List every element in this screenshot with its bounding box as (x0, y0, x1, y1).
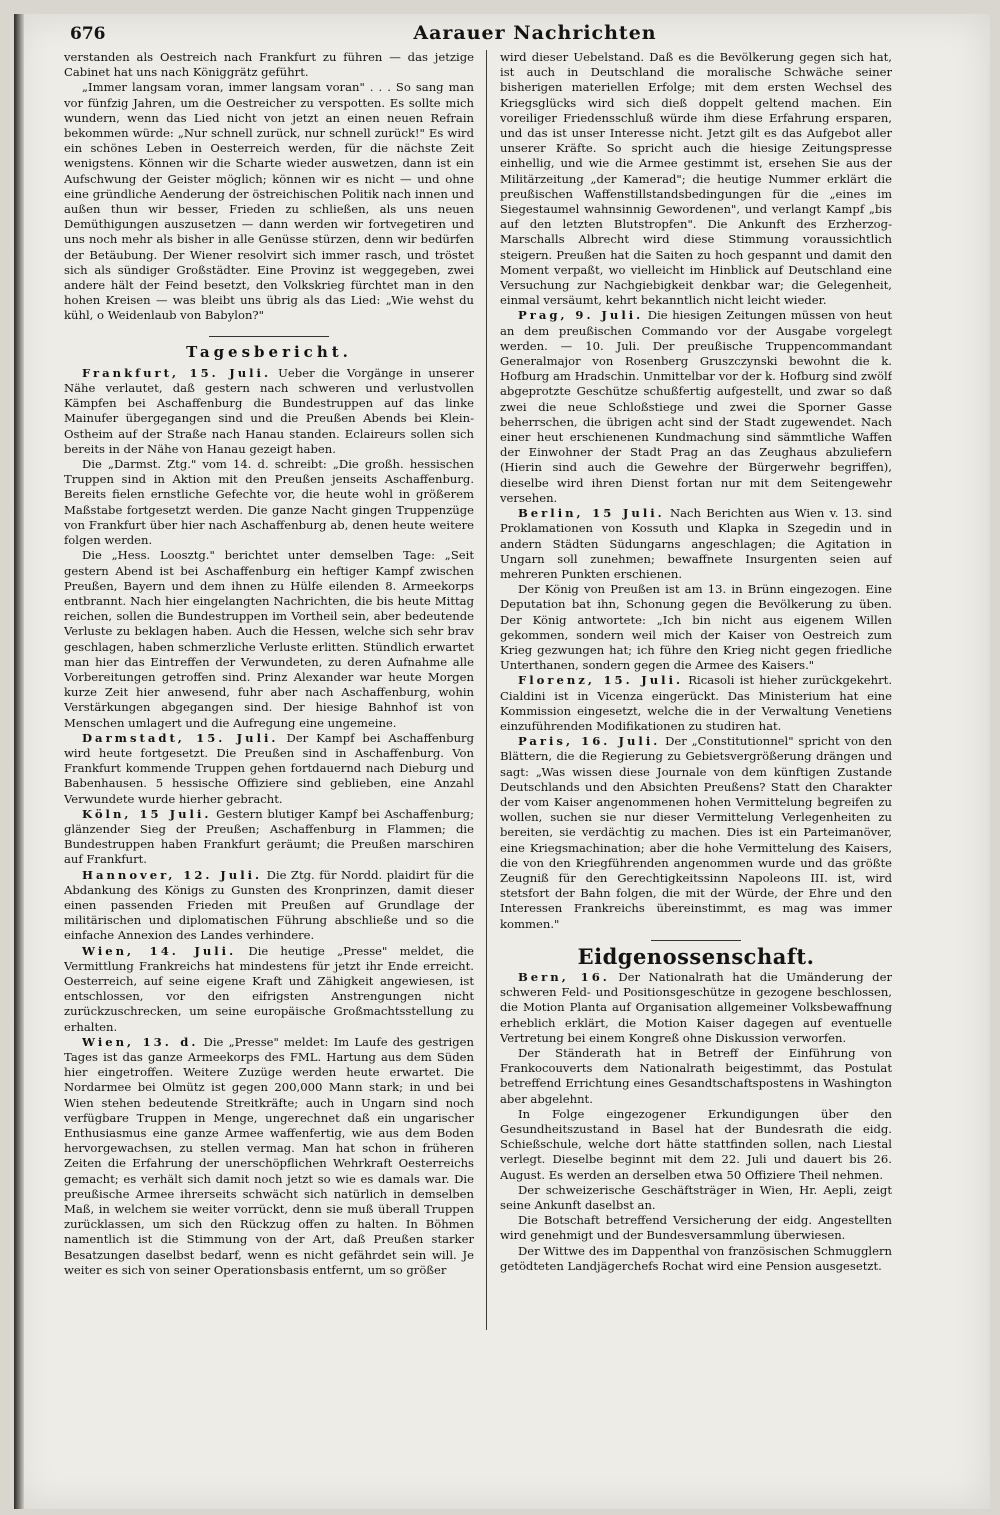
masthead-title: Aarauer Nachrichten (413, 22, 657, 44)
dateline: Wien, 14. Juli. (82, 943, 237, 958)
news-item-florenz (500, 673, 892, 734)
news-item-hannover (64, 868, 474, 944)
news-item-wien-14 (64, 944, 474, 1035)
news-item-hess-ztg: Die „Hess. Loosztg." berichtet unter demselben Tage: „Seit gestern Abend ist bei Aschaffenburg ein heftiger Kampf zwischen Preußen, Bayern und dem ihnen zu Hülfe eilenden 8. Armeekorps entbrannt. Nach hier eingelangten Nachrichten, die bis heute Mittag reichen, sollen die Bundestruppen im Vortheil sein, aber bedeutende Verluste zu beklagen haben. Auch die Hessen, welche sich sehr brav geschlagen, haben schmerzliche Verluste erlitten. Stündlich erwartet man hier das Eintreffen der Verwundeten, zu deren Aufnahme alle Vorbereitungen getroffen sind. Prinz Alexander war heute Morgen kurze Zeit hier anwesend, fuhr aber nach Aschaffenburg, wohin Verstärkungen abgegangen sind. Der hiesige Bahnhof ist von Menschen umlagert und die Aufregung eine ungemeine. (64, 548, 474, 730)
news-item-paris (500, 734, 892, 932)
page-header (70, 22, 990, 50)
news-item-staenderath: Der Ständerath hat in Betreff der Einführung von Frankocouverts dem Nationalrath beigestimmt, das Postulat betreffend Errichtung eines Gesandtschaftspostens in Washington aber abgelehnt. (500, 1046, 892, 1106)
section-heading-tagesbericht: Tagesbericht. (186, 342, 352, 361)
page-binding-shadow (14, 14, 24, 1509)
news-item-botschaft: Die Botschaft betreffend Versicherung der eidg. Angestellten wird genehmigt und der Bundesversammlung überwiesen. (500, 1213, 892, 1243)
dateline: Paris, 16. Juli. (518, 734, 661, 749)
dateline: Florenz, 15. Juli. (518, 673, 684, 688)
news-item-bern (500, 970, 892, 1046)
news-item-rochat: Der Wittwe des im Dappenthal von französischen Schmugglern getödteten Landjägerchefs Rochat wird eine Pension ausgesetzt. (500, 1243, 892, 1273)
news-item-basel: In Folge eingezogener Erkundigungen über den Gesundheitszustand in Basel hat der Bundesrath die eidg. Schießschule, welche dort hätte stattfinden sollen, nach Liestal verlegt. Dieselbe beginnt mit dem 22. Juli und dauert bis 26. August. Es werden an derselben etwa 50 Offiziere Theil nehmen. (500, 1106, 892, 1182)
dateline: Köln, 15 Juli. (82, 806, 212, 821)
news-text: Ricasoli ist hieher zurückgekehrt. Cialdini ist in Vicenza eingerückt. Das Ministerium hat eine Kommission eingesetzt, welche die in der Verwaltung Venetiens einzuführenden Modifikationen zu studiren hat. (500, 673, 892, 733)
page-number: 676 (70, 24, 106, 44)
news-item-darmstadt (64, 731, 474, 807)
news-item-berlin (500, 506, 892, 582)
news-item-aepli: Der schweizerische Geschäftsträger in Wien, Hr. Aepli, zeigt seine Ankunft daselbst an. (500, 1182, 892, 1213)
column-divider (486, 50, 487, 1330)
dateline: Prag, 9. Juli. (518, 308, 644, 323)
dateline: Darmstadt, 15. Juli. (82, 730, 279, 745)
news-item-darmst-ztg: Die „Darmst. Ztg." vom 14. d. schreibt: „Die großh. hessischen Truppen sind in Aktion mit den Preußen jenseits Aschaffenburg. Bereits fielen ernstliche Gefechte vor, die heute wohl in größerem Maßstabe fortgesetzt werden. Die ganze Nacht gingen Truppenzüge von Frankfurt über hier nach Aschaffenburg ab, denen heute weitere folgen werden. (64, 457, 474, 548)
section-rule (209, 336, 329, 337)
section-rule (651, 940, 741, 941)
news-text: Die heutige „Presse" meldet, die Vermittlung Frankreichs hat mindestens für jetzt ihr Ende erreicht. Oesterreich, auf seine eigene Kraft und Zähigkeit angewiesen, ist entschlossen, vor den eifrigsten Anstrengungen nicht zurückzuschrecken, um seine europäische Großmachtsstellung zu erhalten. (64, 943, 474, 1034)
dateline: Bern, 16. (518, 969, 610, 984)
dateline: Hannover, 12. Juli. (82, 867, 263, 882)
dateline: Frankfurt, 15. Juli. (82, 365, 271, 380)
left-column (64, 50, 474, 1500)
news-text: Nach Berichten aus Wien v. 13. sind Proklamationen von Kossuth und Klapka in Szegedin und in andern Städten Südungarns angeschlagen; die Agitation in Ungarn soll zunehmen; bewaffnete Insurgenten seien auf mehreren Punkten erschienen. (500, 506, 892, 581)
news-item-frankfurt (64, 366, 474, 457)
right-column (500, 50, 892, 1340)
news-text: Gestern blutiger Kampf bei Aschaffenburg; glänzender Sieg der Preußen; Aschaffenburg in Flammen; die Bundestruppen haben Frankfurt geräumt; die Preußen marschiren auf Frankfurt. (64, 806, 474, 867)
article-paragraph: verstanden als Oestreich nach Frankfurt zu führen — das jetzige Cabinet hat uns nach Königgrätz geführt. (64, 50, 474, 80)
dateline: Wien, 13. d. (82, 1034, 199, 1049)
news-text: Die hiesigen Zeitungen müssen von heut an dem preußischen Commando vor der Ausgabe vorgelegt werden. — 10. Juli. Der preußische Truppencommandant Generalmajor von Rosenberg Gruszczynski bewohnt die k. Hofburg am Hradschin. Unmittelbar vor der k. Hofburg sind zwölf abgeprotzte Geschütze schußfertig aufgestellt, und zwar so daß zwei die neue Schloßstiege und zwei die Sporner Gasse beherrschen, die übrigen acht sind der Stadt zugewendet. Nach einer heut erschienenen Kundmachung sind sämmtliche Waffen der Einwohner der Stadt Prag an das Zeughaus abzuliefern (Hierin sind auch die Gewehre der Bürgerwehr begriffen), dieselbe wird ihren Dienst fortan nur mit dem Seitengewehr versehen. (500, 308, 892, 505)
news-text: Der Kampf bei Aschaffenburg wird heute fortgesetzt. Die Preußen sind in Aschaffenburg. Von Frankfurt kommende Truppen gehen fortdauernd nach Dieburg und Babenhausen. 5 hessische Offiziere sind geblieben, eine Anzahl Verwundete wurde hierher gebracht. (64, 730, 474, 806)
news-text: Ueber die Vorgänge in unserer Nähe verlautet, daß gestern nach schweren und verlustvollen Kämpfen bei Aschaffenburg die Bundestruppen auf das linke Mainufer übergegangen sind und die Preußen Abends bei Klein-Ostheim auf der Straße nach Hanau standen. Eclaireurs sollen sich bereits in der Nähe von Hanau gezeigt haben. (64, 365, 474, 456)
article-paragraph: „Immer langsam voran, immer langsam voran" . . . So sang man vor fünfzig Jahren, um die Oestreicher zu verspotten. Es sollte mich wundern, wenn das Lied nicht von jetzt an einen neuen Refrain bekommen würde: „Nur schnell zurück, nur schnell zurück!" Es wird ein schönes Leben in Oesterreich werden, für die nächste Zeit wenigstens. Können wir die Scharte wieder auswetzen, dann ist ein Aufschwung der Geister möglich; können wir es nicht — und ohne eine gründliche Aenderung der östreichischen Politik nach innen und außen thun wir besser, Frieden zu schließen, als uns neuen Demüthigungen auszusetzen — dann werden wir fortvegetiren und uns noch mehr als bisher in alle Genüsse stürzen, denn wir bedürfen der Betäubung. Der Wiener resolvirt sich immer rasch, und tröstet sich als sündiger Großstädter. Eine Provinz ist weggegeben, zwei andere hält der Feind besetzt, den Volkskrieg fürchtet man in den hohen Kreisen — was bleibt uns übrig als das Lied: „Wie wehst du kühl, o Weidenlaub von Babylon?" (64, 80, 474, 323)
news-text: Die „Presse" meldet: Im Laufe des gestrigen Tages ist das ganze Armeekorps des FML. Hartung aus dem Süden hier eingetroffen. Weitere Zuzüge werden heute erwartet. Die Nordarmee bei Olmütz ist gegen 200,000 Mann stark; in und bei Wien stehen bedeutende Streitkräfte; auch in Ungarn sind noch verfügbare Truppen in Menge, ungerechnet daß ein ungarischer Enthusiasmus eine ganze Armee waffenfertig, wie aus dem Boden hervorgewachsen, zu stellen vermag. Man hat schon in früheren Zeiten die Erfahrung der unerschöpflichen Wehrkraft Oesterreichs gemacht; es verhält sich damit noch jetzt so wie es damals war. Die preußische Armee ihrerseits schwächt sich natürlich in demselben Maß, in welchem sie weiter vorrückt, denn sie muß überall Truppen zurücklassen, um sich den Rückzug offen zu halten. In Böhmen namentlich ist die Stimmung von der Art, daß Preußen starker Besatzungen daselbst bedarf, wenn es nicht gefährdet sein will. Je weiter es sich von seiner Operationsbasis entfernt, um so größer (64, 1034, 474, 1277)
news-text: Die Ztg. für Nordd. plaidirt für die Abdankung des Königs zu Gunsten des Kronprinzen, damit dieser einen passenden Frieden mit Preußen auf Grundlage der militärischen und diplomatischen Führung abschließe und so die einfache Annexion des Landes verhindere. (64, 867, 474, 943)
news-item-wien-13 (64, 1035, 474, 1278)
section-heading-eidgenossenschaft: Eidgenossenschaft. (577, 943, 815, 969)
news-item-koeln (64, 807, 474, 868)
news-item-prag (500, 308, 892, 506)
news-text: Der „Constitutionnel" spricht von den Blättern, die die Regierung zu Gebietsvergrößerung drängen und sagt: „Was wissen diese Journale von dem künftigen Zustande Deutschlands und den Absichten Preußens? Statt den Charakter der vom Kaiser angenommenen hohen Vermittelung begreifen zu wollen, suchen sie nur dieser Vermittelung Verlegenheiten zu bereiten, sie verdächtig zu machen. Dies ist ein Parteimanöver, eine Kriegsmachination; aber die hohe Vermittelung des Kaisers, die von den Kriegführenden angenommen wurde und das größte Zeugniß für den Gerechtigkeitssinn Napoleons III. ist, wird stetsfort der Bahn folgen, die mit der Würde, der Ehre und den Interessen Frankreichs übereinstimmt, es mag was immer kommen." (500, 734, 892, 931)
news-text: Der Nationalrath hat die Umänderung der schweren Feld- und Positionsgeschütze in gezogene beschlossen, die Motion Planta auf Organisation allgemeiner Volksbewaffnung erheblich erklärt, die Motion Kaiser dagegen auf eventuelle Vertretung bei einem Kongreß ohne Diskussion verworfen. (500, 969, 892, 1045)
dateline: Berlin, 15 Juli. (518, 506, 665, 521)
news-item-koenig-bruenn: Der König von Preußen ist am 13. in Brünn eingezogen. Eine Deputation bat ihn, Schonung gegen die Bevölkerung zu üben. Der König antwortete: „Ich bin nicht aus eigenem Willen gekommen, sondern weil mich der Kaiser von Oestreich zum Krieg gezwungen hat; ich führe den Krieg nicht gegen friedliche Unterthanen, sondern gegen die Armee des Kaisers." (500, 582, 892, 673)
article-paragraph: wird dieser Uebelstand. Daß es die Bevölkerung gegen sich hat, ist auch in Deutschland die moralische Schwäche seiner bisherigen materiellen Erfolge; mit dem ersten Wechsel des Kriegsglücks wird sich dieß doppelt geltend machen. Ein voreiliger Friedensschluß würde ihm diese Erfahrung ersparen, und das ist unser Interesse nicht. Jetzt gilt es das Aufgebot aller unserer Kräfte. So spricht auch die hiesige Zeitungspresse einhellig, und wie die Armee gestimmt ist, ersehen Sie aus der Militärzeitung „der Kamerad"; die heutige Nummer erklärt die preußischen Waffenstillstandsbedingungen für die „eines im Siegestaumel wahnsinnig Gewordenen", und verlangt Kampf „bis auf den letzten Blutstropfen". Die Ankunft des Erzherzog-Marschalls Albrecht wird diese Stimmung voraussichtlich steigern. Preußen hat die Saiten zu hoch gespannt und damit den Moment verpaßt, wo vielleicht im Hinblick auf Deutschland eine Versuchung zur Nachgiebigkeit denkbar war; die Gelegenheit, einmal versäumt, kehrt bekanntlich nicht leicht wieder. (500, 50, 892, 308)
